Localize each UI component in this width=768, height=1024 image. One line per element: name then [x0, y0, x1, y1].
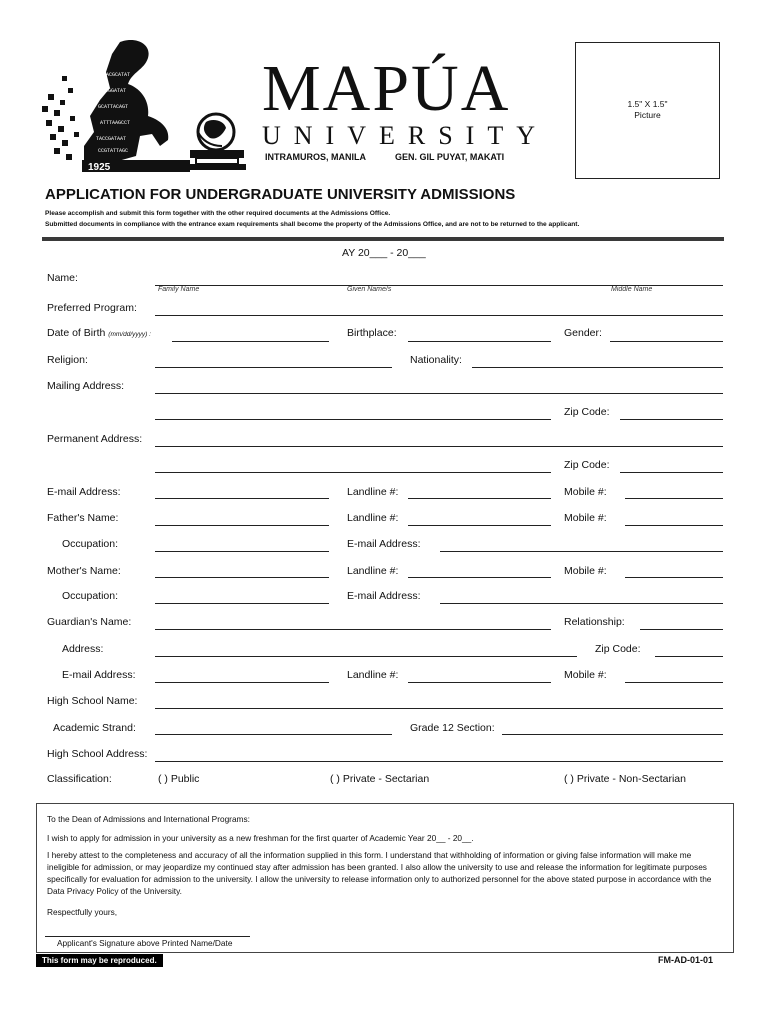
letter-paragraph-2: I hereby attest to the completeness and accuracy of all the information supplied in this form. I understand that withholding of information or giving false information will make me ineligible for admission, or may jeopardize my continued stay after admission has been granted. I also allow the university to use and release the information for legitimate purposes specifically for evaluation for admission to the university. I allow the university to release information only to authorized personnel for the above stated purpose in accordance with the Data Privacy Policy of the University. [47, 850, 712, 896]
guardian-name-field[interactable] [155, 629, 551, 630]
university-subname: UNIVERSITY [262, 121, 548, 150]
father-name-label: Father's Name: [47, 512, 119, 524]
campus-intramuros: INTRAMUROS, MANILA [265, 152, 366, 162]
university-name: MAPÚA [262, 52, 511, 125]
birthplace-label: Birthplace: [347, 327, 397, 339]
religion-label: Religion: [47, 354, 88, 366]
form-code: FM-AD-01-01 [658, 955, 714, 965]
gender-label: Gender: [564, 327, 602, 339]
mother-landline-field[interactable] [408, 577, 551, 578]
permanent-address-label: Permanent Address: [47, 433, 143, 445]
classification-private-sectarian[interactable]: ( ) Private - Sectarian [330, 773, 430, 785]
mailing-address-field-2[interactable] [155, 419, 551, 420]
permanent-address-field-2[interactable] [155, 472, 551, 473]
father-email-field[interactable] [440, 551, 723, 552]
hs-name-field[interactable] [155, 708, 723, 709]
photo-label: Picture [634, 110, 661, 120]
preferred-program-field[interactable] [155, 315, 723, 316]
classification-public[interactable]: ( ) Public [158, 773, 200, 785]
father-occupation-field[interactable] [155, 551, 329, 552]
header-rule [42, 237, 724, 241]
nationality-label: Nationality: [410, 354, 462, 366]
letter-salutation: To the Dean of Admissions and International Programs: [47, 814, 250, 824]
father-landline-field[interactable] [408, 525, 551, 526]
gender-field[interactable] [610, 341, 723, 342]
given-names-hint: Given Name/s [347, 286, 392, 293]
guardian-mobile-field[interactable] [625, 682, 723, 683]
father-email-label: E-mail Address: [347, 538, 421, 550]
strand-label: Academic Strand: [53, 722, 136, 734]
religion-field[interactable] [155, 367, 392, 368]
svg-text:AATCGGATAT: AATCGGATAT [96, 88, 127, 94]
form-title: APPLICATION FOR UNDERGRADUATE UNIVERSITY ADMISSIONS [45, 186, 516, 203]
svg-text:GCATTACAGT: GCATTACAGT [98, 104, 129, 110]
declaration-box [36, 803, 734, 953]
svg-text:TACCGATAAT: TACCGATAAT [96, 136, 127, 142]
mother-occupation-label: Occupation: [62, 590, 119, 602]
father-landline-label: Landline #: [347, 512, 399, 524]
seal-figure-icon [40, 36, 250, 178]
seal-year: 1925 [88, 162, 111, 173]
photo-box[interactable] [575, 42, 720, 179]
landline-label: Landline #: [347, 486, 399, 498]
guardian-mobile-label: Mobile #: [564, 669, 607, 681]
relationship-label: Relationship: [564, 616, 625, 628]
mother-email-field[interactable] [440, 603, 723, 604]
father-name-field[interactable] [155, 525, 329, 526]
guardian-name-label: Guardian's Name: [47, 616, 132, 628]
father-occupation-label: Occupation: [62, 538, 119, 550]
permanent-address-field-1[interactable] [155, 446, 723, 447]
svg-text:ATTTAAGCCT: ATTTAAGCCT [100, 120, 131, 126]
instruction-1: Please accomplish and submit this form together with the other required documents at the Admissions Office. [45, 210, 391, 217]
father-mobile-label: Mobile #: [564, 512, 607, 524]
campus-makati: GEN. GIL PUYAT, MAKATI [395, 152, 505, 162]
letter-paragraph-1: I wish to apply for admission in your university as a new freshman for the first quarter of Academic Year 20__ - 20__. [47, 833, 474, 843]
email-label: E-mail Address: [47, 486, 121, 498]
family-name-hint: Family Name [158, 286, 200, 293]
logo-seal [40, 36, 250, 178]
guardian-address-label: Address: [62, 643, 104, 655]
guardian-zip-label: Zip Code: [595, 643, 641, 655]
svg-text:TTACGCATAT: TTACGCATAT [100, 72, 131, 78]
mother-name-field[interactable] [155, 577, 329, 578]
birthplace-field[interactable] [408, 341, 551, 342]
preferred-program-label: Preferred Program: [47, 302, 137, 314]
guardian-address-field[interactable] [155, 656, 577, 657]
permanent-zip-label: Zip Code: [564, 459, 610, 471]
letter-closing: Respectfully yours, [47, 907, 118, 917]
hs-address-label: High School Address: [47, 748, 148, 760]
mobile-field[interactable] [625, 498, 723, 499]
father-mobile-field[interactable] [625, 525, 723, 526]
mailing-address-label: Mailing Address: [47, 380, 125, 392]
hs-name-label: High School Name: [47, 695, 138, 707]
section-field[interactable] [502, 734, 723, 735]
mailing-address-field-1[interactable] [155, 393, 723, 394]
mother-name-label: Mother's Name: [47, 565, 121, 577]
mother-occupation-field[interactable] [155, 603, 329, 604]
hs-address-field[interactable] [155, 761, 723, 762]
nationality-field[interactable] [472, 367, 723, 368]
guardian-zip-field[interactable] [655, 656, 723, 657]
svg-text:CCGTATTAGC: CCGTATTAGC [98, 148, 129, 154]
strand-field[interactable] [155, 734, 392, 735]
permanent-zip-field[interactable] [620, 472, 723, 473]
landline-field[interactable] [408, 498, 551, 499]
mailing-zip-field[interactable] [620, 419, 723, 420]
dob-label: Date of Birth (mm/dd/yyyy) : [47, 327, 151, 339]
mobile-label: Mobile #: [564, 486, 607, 498]
mailing-zip-label: Zip Code: [564, 406, 610, 418]
classification-label: Classification: [47, 773, 112, 785]
dob-format-hint: (mm/dd/yyyy) : [108, 331, 151, 338]
relationship-field[interactable] [640, 629, 723, 630]
email-field[interactable] [155, 498, 329, 499]
mother-email-label: E-mail Address: [347, 590, 421, 602]
mother-mobile-field[interactable] [625, 577, 723, 578]
instruction-2: Submitted documents in compliance with the entrance exam requirements shall become the property of the Admissions Office, and are not to be returned to the applicant. [45, 221, 580, 228]
name-label: Name: [47, 272, 78, 284]
photo-size-label: 1.5" X 1.5" [627, 99, 668, 109]
signature-caption: Applicant's Signature above Printed Name/Date [57, 938, 233, 948]
middle-name-hint: Middle Name [611, 286, 653, 293]
guardian-landline-field[interactable] [408, 682, 551, 683]
reproduce-note: This form may be reproduced. [36, 954, 163, 967]
section-label: Grade 12 Section: [410, 722, 495, 734]
guardian-email-label: E-mail Address: [62, 669, 136, 681]
classification-private-nonsectarian[interactable]: ( ) Private - Non-Sectarian [564, 773, 686, 785]
dob-field[interactable] [172, 341, 329, 342]
guardian-email-field[interactable] [155, 682, 329, 683]
mother-mobile-label: Mobile #: [564, 565, 607, 577]
guardian-landline-label: Landline #: [347, 669, 399, 681]
academic-year: AY 20___ - 20___ [342, 247, 426, 259]
mother-landline-label: Landline #: [347, 565, 399, 577]
